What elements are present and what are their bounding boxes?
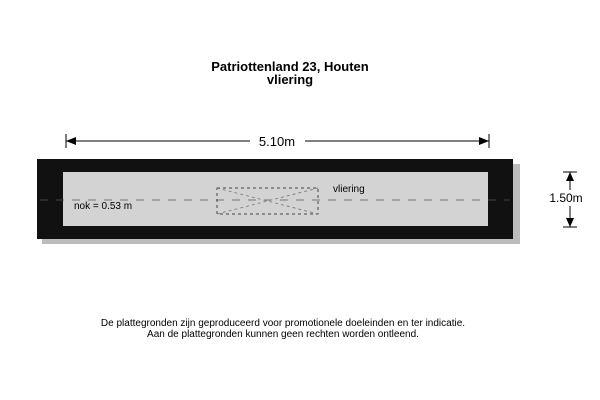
dimension-arrow-top [566,172,574,181]
dimension-arrow-bottom [566,218,574,227]
dimension-arrow-left [66,137,76,145]
ridge-height-label: nok = 0.53 m [74,201,133,212]
plan-title-floor: vliering [266,72,314,87]
width-dimension-label: 5.10m [258,134,296,149]
disclaimer-line-1: De plattegronden zijn geproduceerd voor promotionele doeleinden en ter indicatie. [100,318,466,329]
dimension-arrow-right [479,137,489,145]
plan-title-address: Patriottenland 23, Houten [211,59,369,74]
disclaimer-line-2: Aan de plattegronden kunnen geen rechten worden ontleend. [147,329,419,340]
depth-dimension-label: 1.50m [549,191,583,205]
room-label: vliering [333,184,365,195]
